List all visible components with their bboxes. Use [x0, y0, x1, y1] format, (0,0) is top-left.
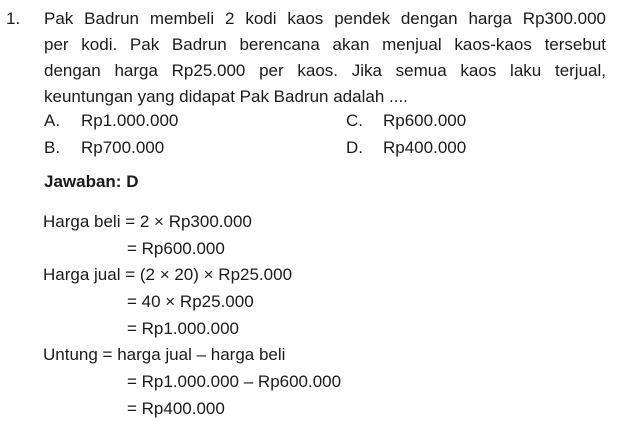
- option-text: Rp600.000: [383, 111, 467, 130]
- question-text: [44, 6, 606, 110]
- option-letter: D.: [346, 138, 363, 157]
- solution-line: = 40 × Rp25.000: [127, 292, 254, 311]
- solution-line: Harga beli = 2 × Rp300.000: [43, 212, 252, 231]
- solution-line: = Rp600.000: [127, 239, 225, 258]
- answer-key: Jawaban: D: [44, 172, 139, 191]
- question-number: 1.: [6, 9, 21, 28]
- solution-line: = Rp1.000.000 – Rp600.000: [127, 372, 342, 391]
- option-text: Rp1.000.000: [81, 111, 179, 130]
- option-letter: A.: [44, 111, 61, 130]
- solution-line: = Rp1.000.000: [127, 319, 240, 338]
- option-text: Rp700.000: [81, 138, 165, 157]
- option-letter: C.: [346, 111, 363, 130]
- solution-line: Harga jual = (2 × 20) × Rp25.000: [43, 265, 293, 284]
- option-letter: B.: [44, 138, 61, 157]
- question-line: per kodi. Pak Badrun berencana akan menjual kaos-kaos tersebut: [44, 35, 606, 54]
- solution-line: Untung = harga jual – harga beli: [43, 345, 286, 364]
- question-line: keuntungan yang didapat Pak Badrun adalah ....: [44, 87, 408, 106]
- solution-line: = Rp400.000: [127, 399, 225, 418]
- option-a: [44, 109, 178, 133]
- option-d: [346, 136, 466, 160]
- option-text: Rp400.000: [383, 138, 467, 157]
- question-line: Pak Badrun membeli 2 kodi kaos pendek dengan harga Rp300.000: [44, 9, 606, 28]
- option-c: [346, 109, 466, 133]
- question-line: dengan harga Rp25.000 per kaos. Jika semua kaos laku terjual,: [44, 61, 606, 80]
- option-b: [44, 136, 164, 160]
